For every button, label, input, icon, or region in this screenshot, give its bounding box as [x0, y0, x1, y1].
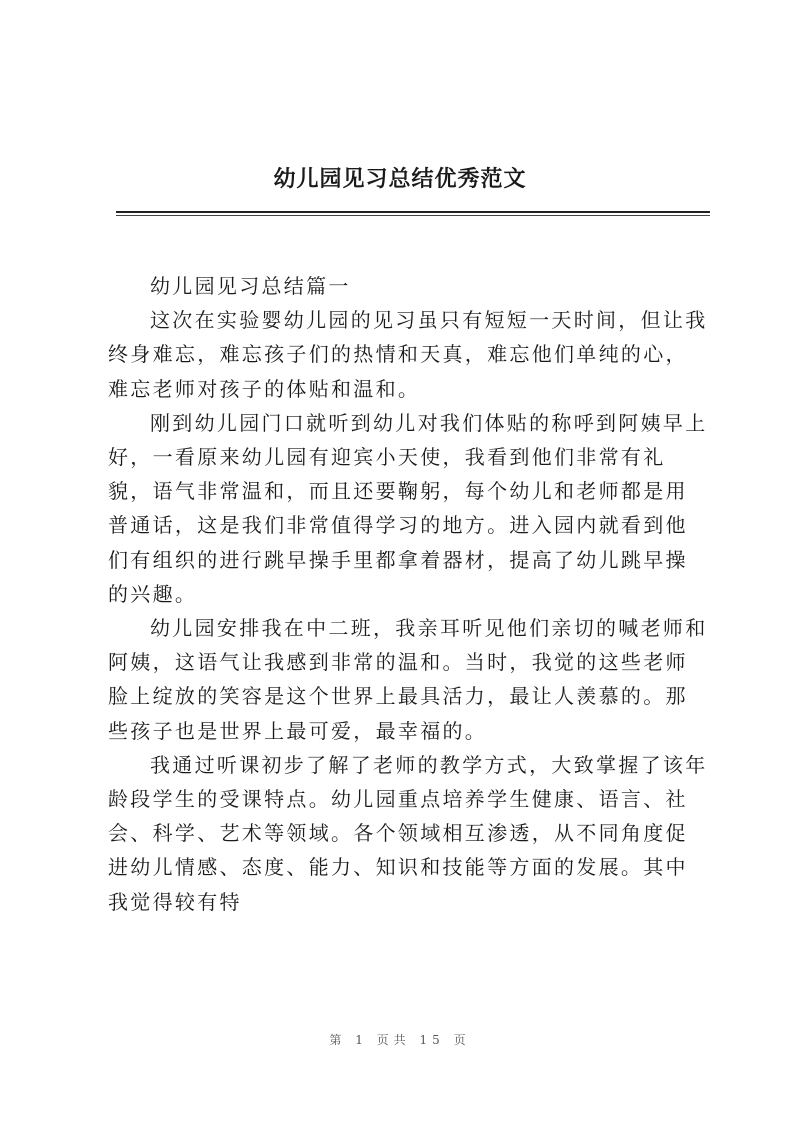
title-underline [116, 211, 710, 213]
paragraph-1: 这次在实验婴幼儿园的见习虽只有短短一天时间，但让我终身难忘，难忘孩子们的热情和天真，难忘他们单纯的心，难忘老师对孩子的体贴和温和。 [108, 308, 708, 401]
paragraph-2: 刚到幼儿园门口就听到幼儿对我们体贴的称呼到阿姨早上好，一看原来幼儿园有迎宾小天使，我看到他们非常有礼貌，语气非常温和，而且还要鞠躬，每个幼儿和老师都是用普通话，这是我们非常值得学习的地方。进入园内就看到他们有组织的进行跳早操手里都拿着器材，提高了幼儿跳早操的兴趣。 [108, 410, 708, 606]
section-heading: 幼儿园见习总结篇一 [150, 274, 351, 298]
title-underline-thin [116, 215, 710, 216]
paragraph-3: 幼儿园安排我在中二班，我亲耳听见他们亲切的喊老师和阿姨，这语气让我感到非常的温和。当时，我觉的这些老师脸上绽放的笑容是这个世界上最具活力，最让人羡慕的。那些孩子也是世界上最可爱，最幸福的。 [108, 616, 708, 743]
page-number-footer: 第 1 页共 15 页 [329, 1033, 471, 1047]
document-title: 幼儿园见习总结优秀范文 [273, 166, 527, 192]
paragraph-4: 我通过听课初步了解了老师的教学方式，大致掌握了该年龄段学生的受课特点。幼儿园重点培养学生健康、语言、社会、科学、艺术等领域。各个领域相互渗透，从不同角度促进幼儿情感、态度、能力、知识和技能等方面的发展。其中我觉得较有特 [108, 752, 708, 914]
document-body [108, 269, 708, 919]
